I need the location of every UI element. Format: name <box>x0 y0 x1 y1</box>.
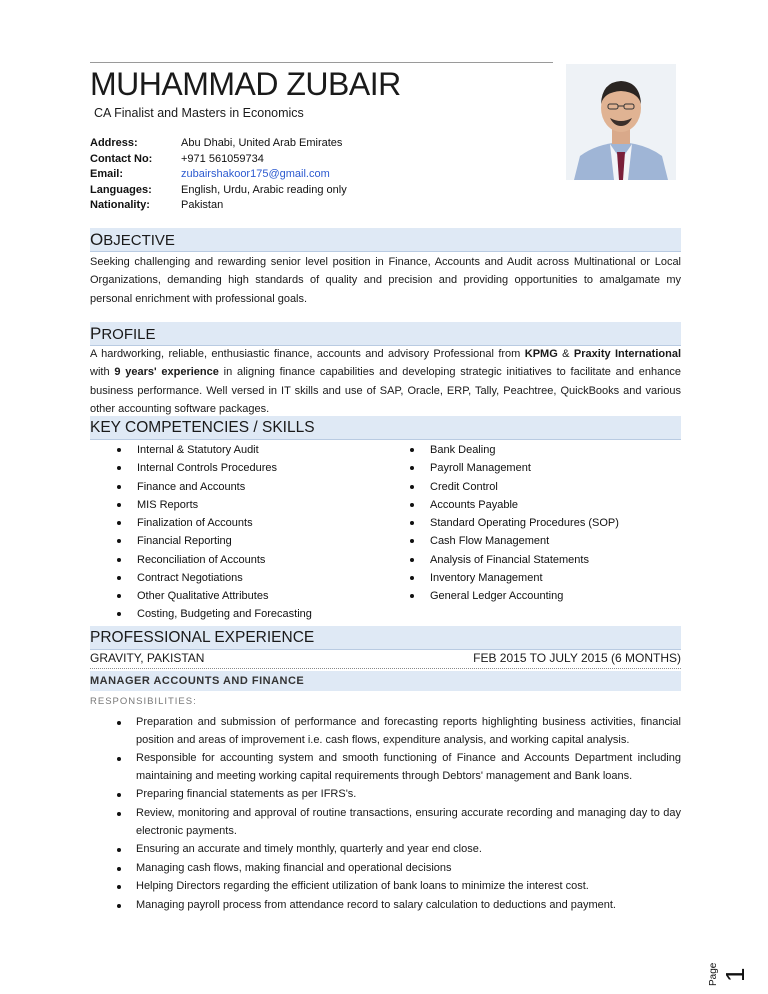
list-item: Preparation and submission of performance and forecasting reports highlighting business activities, financial position and areas of improvement i.e. cash flows, expenditure analysis, and working capital analysis. <box>90 714 681 749</box>
list-item: Preparing financial statements as per IFRS's. <box>90 786 681 804</box>
contact-row-nationality <box>90 198 347 214</box>
nationality-value: Pakistan <box>181 199 224 211</box>
job-company: GRAVITY, PAKISTAN <box>90 651 205 665</box>
list-item: Managing cash flows, making financial and operational decisions <box>90 860 681 878</box>
profile-text-part-1: A hardworking, reliable, enthusiastic finance, accounts and advisory Professional from <box>90 348 525 360</box>
job-dates: FEB 2015 TO JULY 2015 (6 MONTHS) <box>473 651 681 665</box>
job-header <box>90 651 681 665</box>
contact-info <box>90 136 347 214</box>
list-item: Managing payroll process from attendance record to salary calculation to deductions and payment. <box>90 897 681 915</box>
candidate-name: MUHAMMAD ZUBAIR <box>90 66 401 102</box>
job-divider <box>90 668 681 669</box>
profile-heading-initial: P <box>90 324 102 343</box>
contact-row-phone <box>90 152 347 168</box>
objective-heading <box>90 228 681 252</box>
responsibilities-list <box>90 714 681 916</box>
profile-amp: & <box>557 348 574 360</box>
nationality-label: Nationality: <box>90 199 150 211</box>
profile-heading <box>90 322 681 346</box>
profile-heading-rest: ROFILE <box>101 326 156 343</box>
email-label: Email: <box>90 168 124 180</box>
profile-text-part-3: in aligning finance capabilities and developing strategic initiatives to facilitate and enhance business performance. Well versed in IT skills and use of SAP, Oracle, ERP, Tally, Peachtree, QuickBooks and various other accounting software packages. <box>90 366 681 415</box>
responsibilities-label: RESPONSIBILITIES: <box>90 696 197 707</box>
profile-photo <box>566 64 676 180</box>
skills-heading-text: KEY COMPETENCIES / SKILLS <box>90 419 315 436</box>
languages-label: Languages: <box>90 183 152 196</box>
profile-text-part-2: with <box>90 366 115 379</box>
experience-heading-text: PROFESSIONAL EXPERIENCE <box>90 629 315 646</box>
resume-page: MUHAMMAD ZUBAIR CA Finalist and Masters in Economics Address: Abu Dhabi, United Arab Emirates Contact No: +971 561059734 Email: zubairshakoor175@gmail.com Languages: English, Urdu, Arabic reading only Nationality: Pakistan OBJECTIVE Seeking challenging and rewarding senior level position in Finance, Accounts and Audit across Multinational or Local Organizations, demanding high standards of quality and precision and providing opportunities to amalgamate my personal enrichment with professional goals. PROFILE A hardworking, reliable, enthusiastic finance, accounts and advisory Professional from KPMG & Praxity International with 9 years' experience in aligning finance capabilities and developing strategic initiatives to facilitate and enhance business performance. Well versed in IT skills and use of SAP, Oracle, ERP, Tally, Peachtree, QuickBooks and various other accounting software packages. KEY COMPETENCIES / SKILLS Internal & Statutory Audit Internal Controls Procedures Finance and Accounts MIS Reports Finalization of Accounts Financial Reporting Reconciliation of Accounts Contract Negotiations Other Qualitative Attributes Costing, Budgeting and Forecasting Bank Dealing Payroll Management Credit Control Accounts Payable Standard Operating Procedures (SOP) Cash Flow Management Analysis of Financial Statements Inventory Management General Ledger Accounting PROFESSIONAL EXPERIENCE GRAVITY, PAKISTAN FEB 2015 TO JULY 2015 (6 MONTHS) MANAGER ACCOUNTS AND FINANCE RESPONSIBILITIES: Preparation and submission of performance and forecasting reports highlighting business activities, financial position and areas of improvement i.e. cash flows, expenditure analysis, and working capital analysis. Responsible for accounting system and smooth functioning of Finance and Accounts Department including maintaining and meeting working capital requirements through Debtors' management and Bank loans. Preparing financial statements as per IFRS's. Review, monitoring and approval of routine transactions, ensuring accurate recording and managing day to day electronic payments. Ensuring an accurate and timely monthly, quarterly and year end close. Managing cash flows, making financial and operational decisions Helping Directors regarding the efficient utilization of bank loans to minimize the interest cost. Managing payroll process from attendance record to salary calculation to deductions and payment. Page 1 <box>0 0 768 994</box>
profile-text <box>90 345 681 418</box>
objective-heading-initial: O <box>90 230 104 249</box>
page-number <box>706 926 750 986</box>
phone-value: +971 561059734 <box>181 152 264 165</box>
list-item: Ensuring an accurate and timely monthly, quarterly and year end close. <box>90 841 681 859</box>
page-number-value: 1 <box>720 967 750 982</box>
list-item: Review, monitoring and approval of routine transactions, ensuring accurate recording and managing day to day electronic payments. <box>90 805 681 840</box>
list-item: Helping Directors regarding the efficient utilization of bank loans to minimize the interest cost. <box>90 878 681 896</box>
address-value: Abu Dhabi, United Arab Emirates <box>181 137 343 149</box>
contact-row-email <box>90 167 347 183</box>
profile-years: 9 years' experience <box>114 366 219 379</box>
objective-text: Seeking challenging and rewarding senior level position in Finance, Accounts and Audit across Multinational or Local Organizations, demanding high standards of quality and precision and providing opportunities to amalgamate my personal enrichment with professional goals. <box>90 256 681 305</box>
candidate-subtitle: CA Finalist and Masters in Economics <box>94 106 304 120</box>
languages-value: English, Urdu, Arabic reading only <box>181 183 347 196</box>
contact-row-address <box>90 136 347 152</box>
page-label: Page <box>708 962 719 986</box>
skills-heading <box>90 416 681 440</box>
address-label: Address: <box>90 137 138 149</box>
list-item: Responsible for accounting system and smooth functioning of Finance and Accounts Department including maintaining and meeting working capital requirements through Debtors' management and Bank loans. <box>90 750 681 785</box>
job-role: MANAGER ACCOUNTS AND FINANCE <box>90 671 681 691</box>
header-divider <box>90 62 553 63</box>
phone-label: Contact No: <box>90 152 153 165</box>
objective-heading-rest: BJECTIVE <box>103 232 175 249</box>
profile-kpmg: KPMG <box>524 348 558 360</box>
profile-photo-illustration <box>566 64 676 180</box>
email-link[interactable]: zubairshakoor175@gmail.com <box>181 168 330 180</box>
experience-heading <box>90 626 681 650</box>
profile-praxity: Praxity International <box>573 348 682 360</box>
contact-row-languages <box>90 183 347 199</box>
